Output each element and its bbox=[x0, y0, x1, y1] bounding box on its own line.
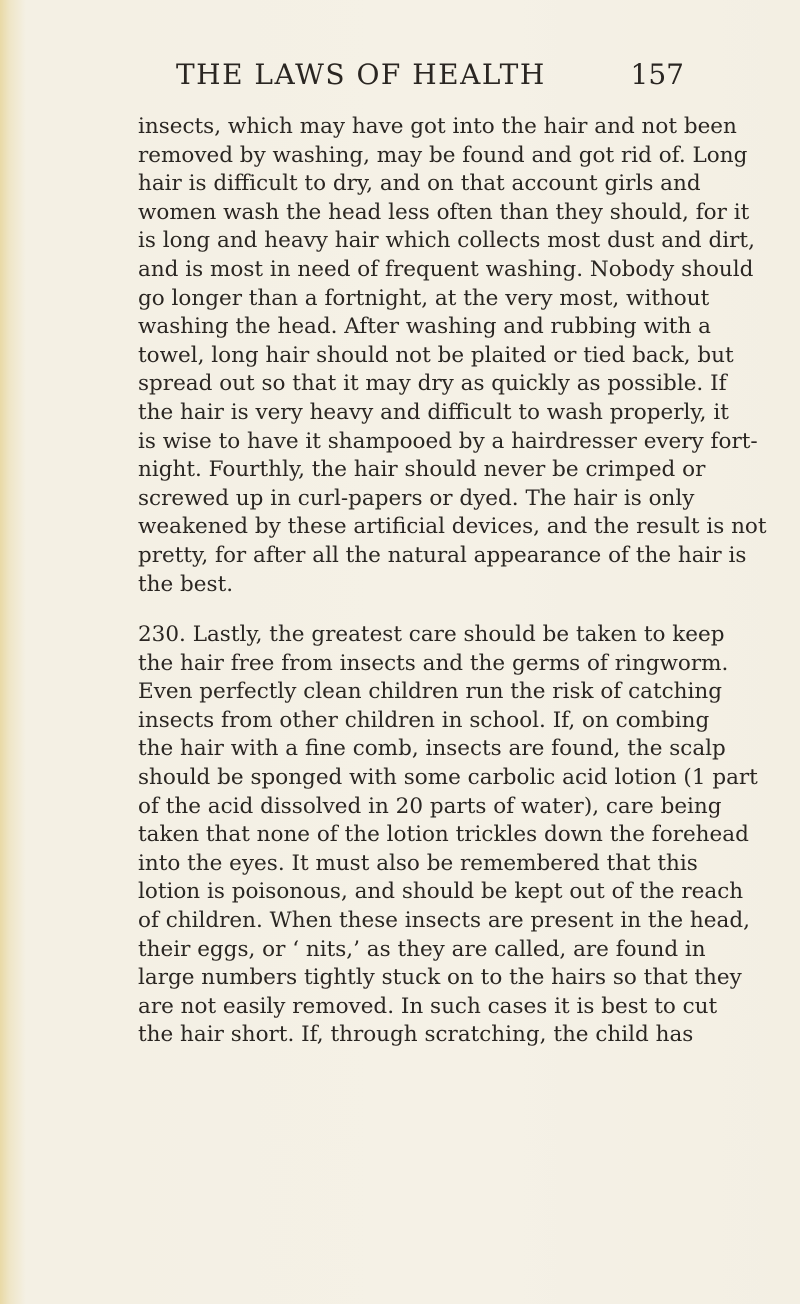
text-line: washing the head. After washing and rubbing with a bbox=[138, 314, 711, 340]
running-title: THE LAWS OF HEALTH bbox=[176, 58, 546, 91]
text-line: insects from other children in school. If, on combing bbox=[138, 707, 710, 733]
text-line: weakened by these artificial devices, and the result is not bbox=[138, 514, 767, 540]
text-line: the hair is very heavy and difficult to wash properly, it bbox=[138, 399, 729, 425]
text-line: the hair with a fine comb, insects are found, the scalp bbox=[138, 736, 726, 762]
text-line: are not easily removed. In such cases it is best to cut bbox=[138, 993, 718, 1019]
text-line: women wash the head less often than they should, for it bbox=[138, 199, 750, 225]
text-line: screwed up in curl-papers or dyed. The hair is only bbox=[138, 485, 695, 511]
text-line: pretty, for after all the natural appearance of the hair is bbox=[138, 542, 747, 568]
text-line: spread out so that it may dry as quickly as possible. If bbox=[138, 371, 727, 397]
text-line: night. Fourthly, the hair should never be crimped or bbox=[138, 457, 706, 483]
text-line: should be sponged with some carbolic acid lotion (1 part bbox=[138, 765, 758, 791]
text-line: and is most in need of frequent washing. Nobody should bbox=[138, 256, 754, 282]
text-line: into the eyes. It must also be remembered that this bbox=[138, 850, 698, 876]
page-number: 157 bbox=[630, 58, 684, 91]
page-header bbox=[176, 58, 684, 98]
text-line: the hair short. If, through scratching, the child has bbox=[138, 1022, 694, 1048]
text-line: insects, which may have got into the hair and not been bbox=[138, 114, 737, 139]
text-line: the best. bbox=[138, 571, 234, 597]
text-line: towel, long hair should not be plaited or tied back, but bbox=[138, 342, 734, 368]
text-line: lotion is poisonous, and should be kept out of the reach bbox=[138, 879, 744, 905]
text-line: taken that none of the lotion trickles down the forehead bbox=[138, 822, 749, 848]
text-line: their eggs, or ‘ nits,’ as they are called, are found in bbox=[138, 936, 706, 962]
text-line: removed by washing, may be found and got rid of. Long bbox=[138, 142, 748, 168]
paragraph-gap bbox=[138, 599, 684, 621]
text-line: go longer than a fortnight, at the very most, without bbox=[138, 285, 710, 311]
text-line: 230. Lastly, the greatest care should be taken to keep bbox=[138, 622, 725, 648]
paragraph-1 bbox=[138, 113, 767, 599]
text-line: is long and heavy hair which collects most dust and dirt, bbox=[138, 228, 755, 254]
paragraph-230 bbox=[138, 621, 758, 1050]
text-line: of children. When these insects are present in the head, bbox=[138, 908, 750, 934]
text-line: large numbers tightly stuck on to the hairs so that they bbox=[138, 965, 742, 991]
text-line: the hair free from insects and the germs of ringworm. bbox=[138, 650, 729, 676]
text-line: Even perfectly clean children run the risk of catching bbox=[138, 679, 722, 705]
text-line: is wise to have it shampooed by a hairdresser every fort- bbox=[138, 428, 758, 454]
body-text bbox=[138, 113, 767, 1050]
text-line: hair is difficult to dry, and on that account girls and bbox=[138, 171, 701, 197]
text-line: of the acid dissolved in 20 parts of water), care being bbox=[138, 793, 722, 819]
